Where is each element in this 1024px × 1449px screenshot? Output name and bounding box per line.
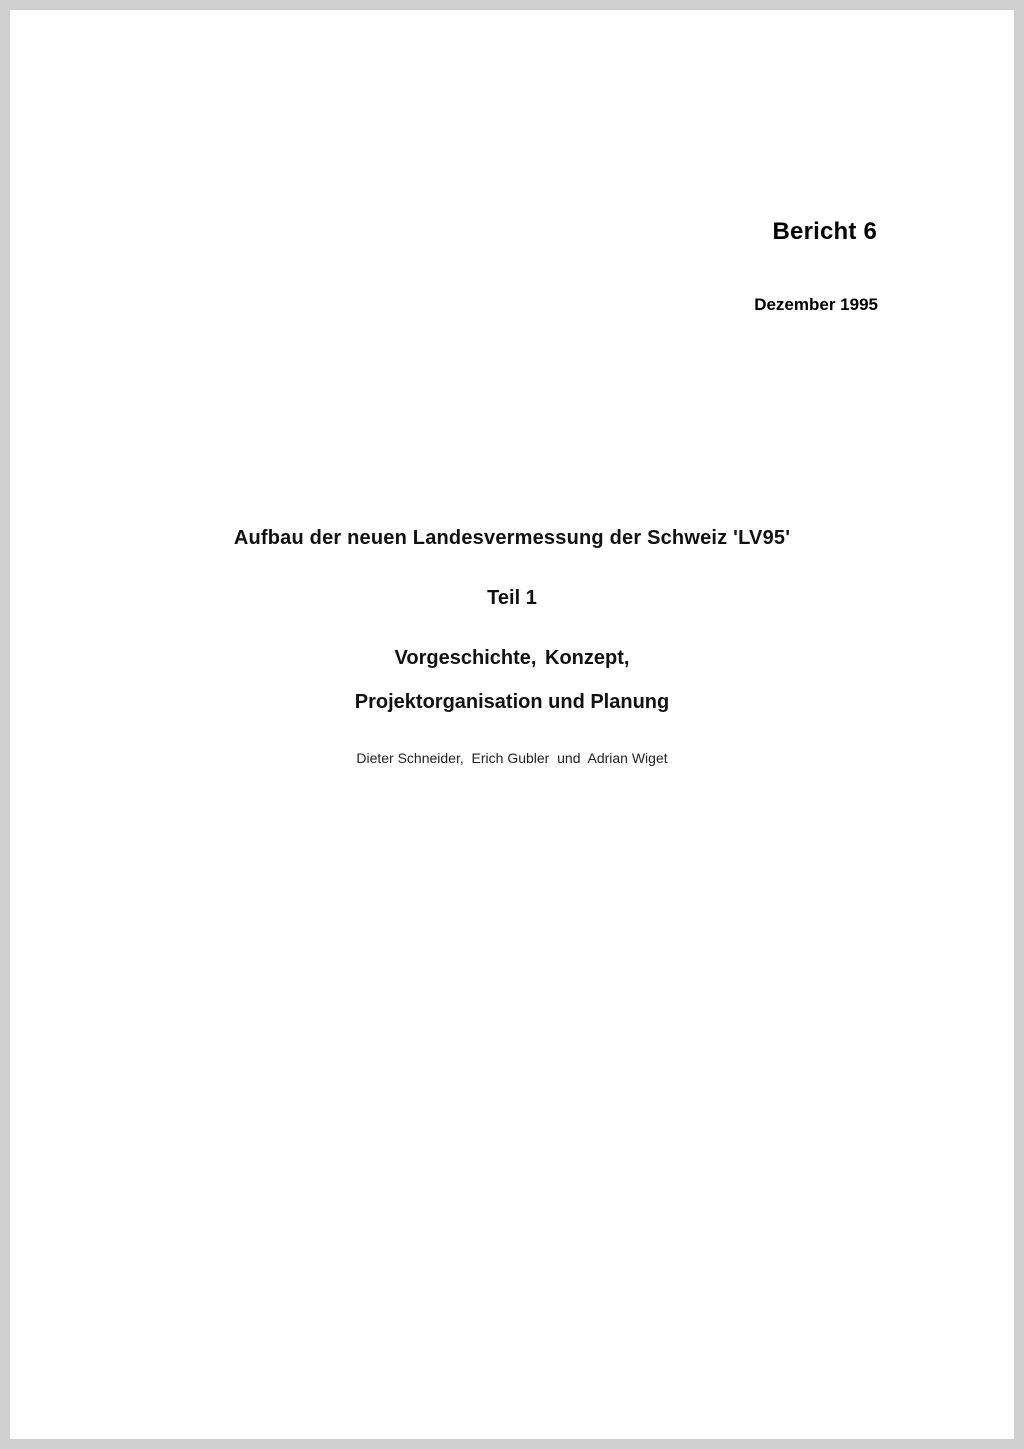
report-date: Dezember 1995: [754, 295, 878, 314]
document-page: [10, 10, 1014, 1439]
document-title: Aufbau der neuen Landesvermessung der Schweiz 'LV95': [233, 527, 791, 549]
subtitle-line-2: Projektorganisation und Planung: [354, 691, 670, 713]
report-number: Bericht 6: [772, 218, 877, 245]
subtitle-line-1: Vorgeschichte, Konzept,: [394, 647, 630, 669]
authors-line: Dieter Schneider, Erich Gubler und Adrian Wiget: [356, 750, 668, 766]
part-heading: Teil 1: [487, 587, 537, 609]
